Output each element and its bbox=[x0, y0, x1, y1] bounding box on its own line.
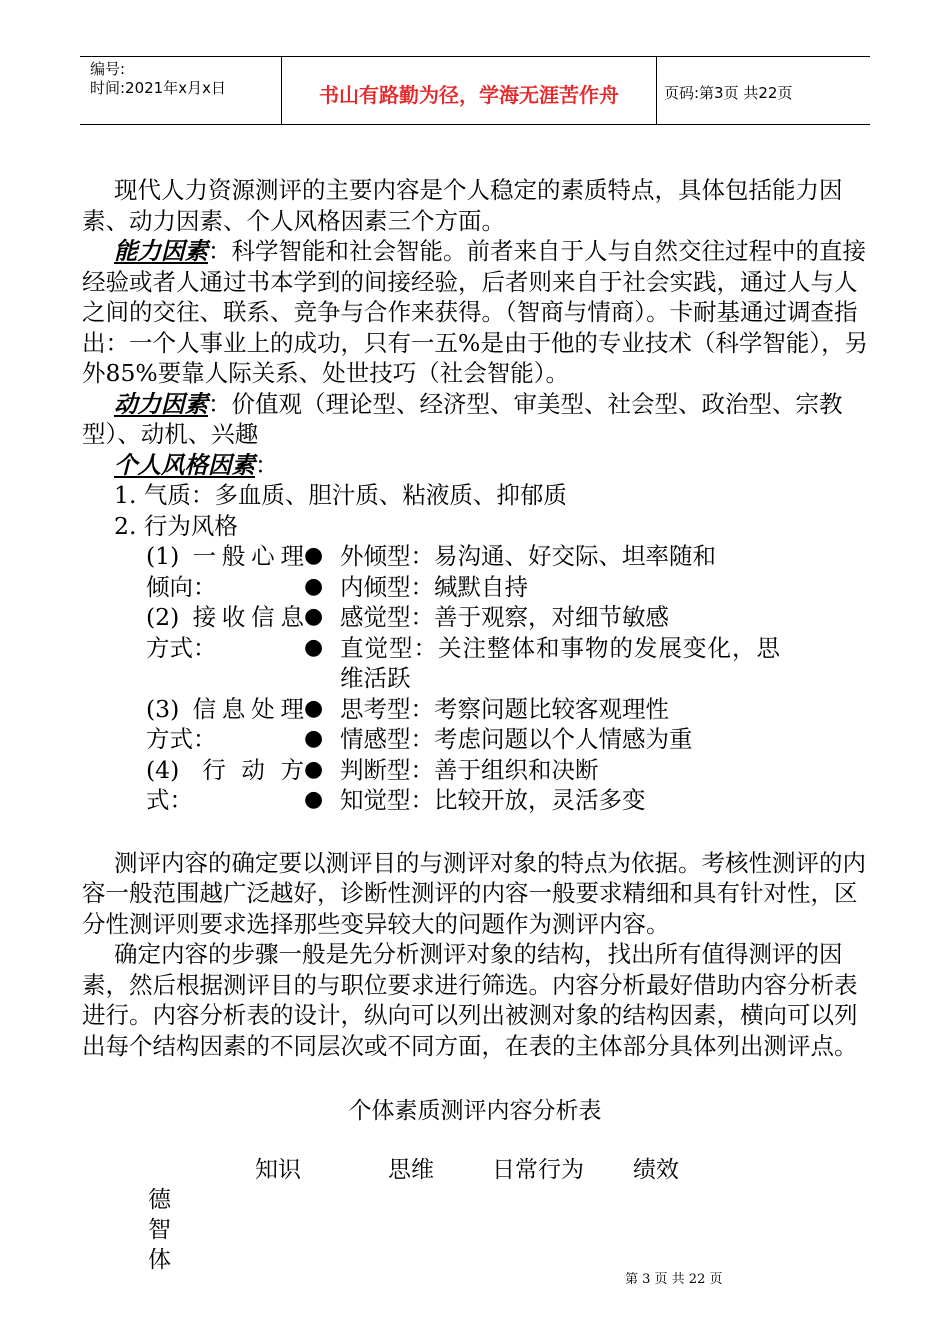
bullet-icon: ● bbox=[304, 604, 324, 629]
header-meta bbox=[90, 60, 226, 98]
header-page-label: 页码:第3页 共22页 bbox=[664, 84, 793, 102]
style-bullet-text: 外倾型：易沟通、好交际、坦率随和 bbox=[340, 542, 716, 570]
motivation-text: ：价值观（理论型、经济型、审美型、社会型、政治型、宗教型）、动机、兴趣 bbox=[82, 389, 843, 448]
bullet-icon: ● bbox=[304, 695, 324, 721]
style-category-4: (4) 行动方式： bbox=[146, 755, 304, 814]
table-row-header: 体 bbox=[148, 1247, 171, 1273]
style-bullet-text: 直觉型：关注整体和事物的发展变化，思维活跃 bbox=[340, 633, 780, 692]
table-row-header: 德 bbox=[148, 1187, 171, 1213]
motivation-paragraph bbox=[82, 389, 877, 450]
style-bullet-text: 内倾型：缄默自持 bbox=[340, 572, 528, 601]
style-bullet-text: 知觉型：比较开放，灵活多变 bbox=[340, 786, 646, 814]
ability-text: ：科学智能和社会智能。前者来自于人与自然交往过程中的直接经验或者人通过书本学到的间接经验，后者则来自于社会实践，通过人与人之间的交往、联系、竞争与合作来获得。（智商与情商）。卡耐基通过调查指出：一个人事业上的成功，只有一五%是由于他的专业技术（科学智能），另外85%要靠人际关系、处世技巧（社会智能）。 bbox=[82, 237, 869, 387]
list-item-behavior-style: 2. 行为风格 bbox=[114, 511, 238, 540]
table-row-header: 智 bbox=[148, 1217, 171, 1243]
header-number-label: 编号: bbox=[90, 60, 126, 78]
style-category-2: (2) 接收信息方式： bbox=[146, 603, 304, 662]
table-column-header: 知识 bbox=[255, 1157, 301, 1183]
content-determination-paragraph: 测评内容的确定要以测评目的与测评对象的特点为依据。考核性测评的内容一般范围越广泛越好，诊断性测评的内容一般要求精细和具有针对性，区分性测评则要求选择那些变异较大的问题作为测评内容。 bbox=[82, 848, 866, 938]
ability-label: 能力因素 bbox=[114, 237, 208, 265]
intro-paragraph: 现代人力资源测评的主要内容是个人稳定的素质特点，具体包括能力因素、动力因素、个人风格因素三个方面。 bbox=[82, 176, 843, 235]
header-bottom-rule bbox=[80, 124, 870, 125]
bullet-icon: ● bbox=[304, 543, 324, 568]
ability-paragraph bbox=[82, 236, 877, 389]
bullet-icon: ● bbox=[304, 756, 324, 782]
content-steps-paragraph: 确定内容的步骤一般是先分析测评对象的结构，找出所有值得测评的因素，然后根据测评目的与职位要求进行筛选。内容分析最好借助内容分析表进行。内容分析表的设计，纵向可以列出被测对象的结构因素，横向可以列出每个结构因素的不同层次或不同方面，在表的主体部分具体列出测评点。 bbox=[82, 940, 858, 1060]
style-heading bbox=[82, 450, 877, 481]
style-bullet-text: 情感型：考虑问题以个人情感为重 bbox=[340, 725, 693, 753]
style-bullet-text: 判断型：善于组织和决断 bbox=[340, 755, 599, 784]
paragraph-spacer bbox=[82, 816, 877, 848]
bullet-icon: ● bbox=[304, 787, 324, 812]
style-category-3: (3) 信息处理方式： bbox=[146, 694, 304, 753]
list-item-temperament: 1. 气质：多血质、胆汁质、粘液质、抑郁质 bbox=[114, 481, 567, 509]
bullet-icon: ● bbox=[304, 573, 324, 599]
style-colon: ： bbox=[255, 450, 279, 479]
table-column-header: 思维 bbox=[388, 1157, 434, 1183]
style-bullet-text: 思考型：考察问题比较客观理性 bbox=[340, 694, 669, 723]
header-time-label: 时间:2021年x月x日 bbox=[90, 79, 226, 97]
header-top-rule bbox=[80, 56, 870, 57]
table-title: 个体素质测评内容分析表 bbox=[348, 1098, 602, 1124]
document-body bbox=[82, 175, 877, 1061]
header-divider-right bbox=[656, 56, 657, 125]
style-label: 个人风格因素 bbox=[114, 450, 255, 479]
page-footer: 第 3 页 共 22 页 bbox=[625, 1272, 723, 1287]
behavior-style-list bbox=[146, 541, 877, 816]
bullet-icon: ● bbox=[304, 634, 324, 660]
table-column-header: 日常行为 bbox=[492, 1157, 584, 1183]
bullet-icon: ● bbox=[304, 726, 324, 751]
style-bullet-text: 感觉型：善于观察，对细节敏感 bbox=[340, 603, 669, 631]
table-column-header: 绩效 bbox=[633, 1157, 679, 1183]
style-category-1: (1) 一般心理倾向： bbox=[146, 542, 304, 601]
header-motto: 书山有路勤为径，学海无涯苦作舟 bbox=[319, 83, 619, 107]
motivation-label: 动力因素 bbox=[114, 389, 208, 418]
